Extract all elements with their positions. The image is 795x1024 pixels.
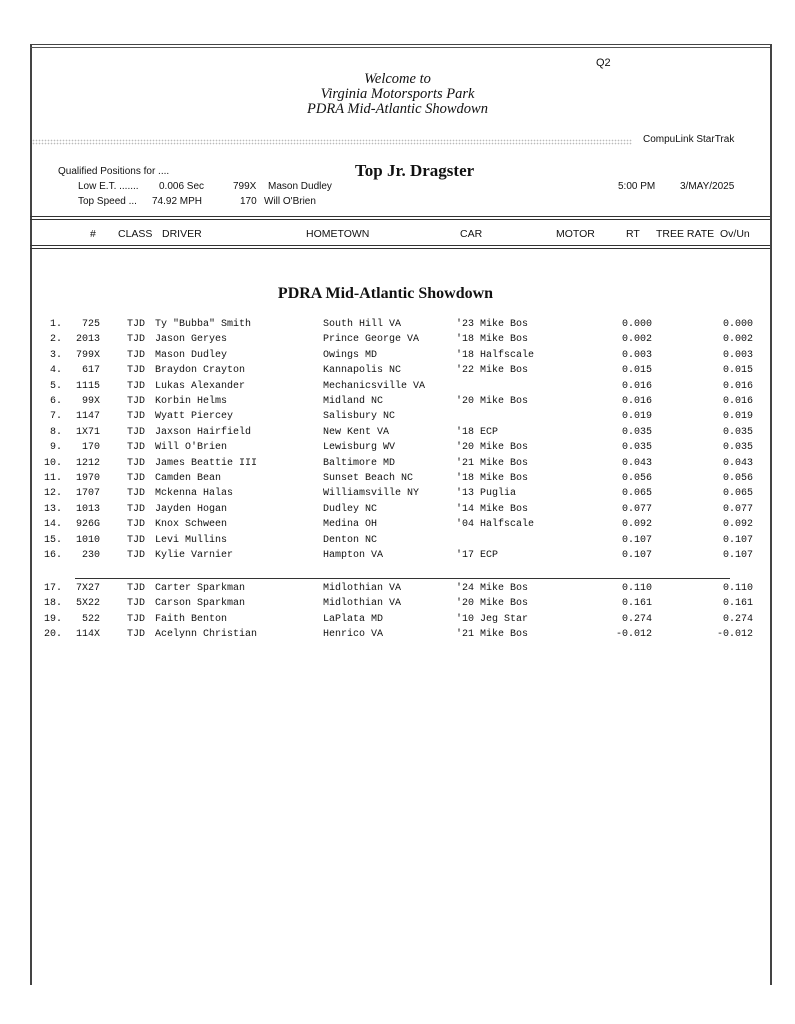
table-row — [0, 629, 795, 644]
report-time: 5:00 PM — [618, 181, 656, 192]
col-ov-un: Ov/Un — [720, 228, 750, 240]
cell-car: '22 Mike Bos — [456, 365, 529, 377]
cell-driver: Mckenna Halas — [155, 488, 234, 500]
cell-reaction-time: 0.016 — [621, 380, 652, 392]
cell-hometown: Hampton VA — [323, 550, 384, 561]
low-et-car: 799X — [233, 181, 257, 192]
cell-reaction-time: 0.019 — [621, 411, 652, 423]
cell-position: 2. — [49, 334, 62, 346]
cell-position: 12. — [43, 488, 62, 500]
cell-car: '17 ECP — [456, 550, 499, 561]
cell-over-under: 0.035 — [722, 442, 753, 454]
cell-driver: Lukas Alexander — [155, 380, 246, 392]
top-speed-label: Top Speed ... — [78, 196, 137, 207]
table-row — [0, 473, 795, 488]
cell-position: 19. — [43, 613, 62, 625]
cell-class: TJD — [127, 598, 146, 610]
cell-driver: Faith Benton — [155, 613, 228, 625]
welcome-line-2: Virginia Motorsports Park — [320, 86, 475, 102]
cell-class: TJD — [127, 426, 146, 438]
cell-over-under: 0.110 — [722, 583, 753, 594]
cell-class: TJD — [127, 319, 146, 330]
cell-class: TJD — [127, 396, 146, 407]
dotted-divider — [32, 139, 632, 145]
cell-reaction-time: 0.035 — [621, 442, 652, 454]
corner-label: Q2 — [596, 57, 611, 69]
cell-position: 17. — [43, 583, 62, 594]
cell-over-under: 0.092 — [722, 519, 753, 531]
table-row — [0, 535, 795, 550]
cell-hometown: New Kent VA — [323, 426, 390, 438]
cell-class: TJD — [127, 365, 146, 377]
cell-class: TJD — [127, 534, 146, 546]
cell-driver: Korbin Helms — [155, 396, 228, 407]
cell-reaction-time: 0.035 — [621, 426, 652, 438]
cell-car-number: 1707 — [75, 488, 100, 500]
table-row — [0, 365, 795, 380]
cell-car: '10 Jeg Star — [456, 613, 529, 625]
low-et-driver: Mason Dudley — [268, 181, 332, 192]
table-row — [0, 350, 795, 365]
cell-reaction-time: 0.107 — [621, 534, 652, 546]
col-rt: RT — [626, 228, 640, 240]
top-speed-value: 74.92 MPH — [152, 196, 203, 207]
cell-car: '20 Mike Bos — [456, 442, 529, 454]
table-row — [0, 442, 795, 457]
cell-hometown: Midlothian VA — [323, 598, 402, 610]
cell-reaction-time: 0.056 — [621, 473, 652, 484]
cell-car-number: 170 — [81, 442, 100, 454]
cell-class: TJD — [127, 519, 146, 531]
low-et-label: Low E.T. ....... — [78, 181, 139, 192]
cell-car-number: 230 — [81, 550, 100, 561]
table-row — [0, 458, 795, 473]
cell-driver: Braydon Crayton — [155, 365, 246, 377]
cell-hometown: Lewisburg WV — [323, 442, 396, 454]
cell-car: '21 Mike Bos — [456, 629, 529, 641]
cell-reaction-time: 0.003 — [621, 349, 652, 361]
header-rule-top-2 — [30, 219, 770, 220]
cell-hometown: LaPlata MD — [323, 613, 384, 625]
cell-driver: Knox Schween — [155, 519, 228, 531]
cell-position: 4. — [49, 365, 62, 377]
cell-car: '18 ECP — [456, 426, 499, 438]
cell-class: TJD — [127, 457, 146, 469]
cell-over-under: 0.019 — [722, 411, 753, 423]
cell-reaction-time: 0.274 — [621, 613, 652, 625]
cell-car: '14 Mike Bos — [456, 503, 529, 515]
cell-car-number: 617 — [81, 365, 100, 377]
cell-hometown: Baltimore MD — [323, 457, 396, 469]
cell-car: '18 Mike Bos — [456, 473, 529, 484]
cell-position: 14. — [43, 519, 62, 531]
cell-driver: Levi Mullins — [155, 534, 228, 546]
cell-reaction-time: 0.043 — [621, 457, 652, 469]
table-row — [0, 319, 795, 334]
cell-position: 13. — [43, 503, 62, 515]
cell-class: TJD — [127, 503, 146, 515]
col-car: CAR — [460, 228, 483, 240]
cell-class: TJD — [127, 583, 146, 594]
cell-car-number: 799X — [75, 349, 100, 361]
cell-reaction-time: 0.065 — [621, 488, 652, 500]
cell-hometown: Owings MD — [323, 349, 378, 361]
cell-position: 8. — [49, 426, 62, 438]
qualifying-cut-line — [75, 578, 730, 579]
cell-position: 15. — [43, 534, 62, 546]
cell-position: 1. — [49, 319, 62, 330]
cell-over-under: 0.065 — [722, 488, 753, 500]
cell-car-number: 1X71 — [75, 426, 100, 438]
table-row — [0, 504, 795, 519]
cell-car-number: 1010 — [75, 534, 100, 546]
table-row — [0, 550, 795, 565]
cell-over-under: 0.016 — [722, 380, 753, 392]
cell-class: TJD — [127, 334, 146, 346]
cell-car-number: 99X — [81, 396, 100, 407]
cell-hometown: Henrico VA — [323, 629, 384, 641]
table-row — [0, 411, 795, 426]
table-row — [0, 334, 795, 349]
sheet-top-rule — [30, 47, 770, 48]
col-num: # — [90, 228, 96, 240]
cell-class: TJD — [127, 380, 146, 392]
cell-car-number: 725 — [81, 319, 100, 330]
cell-driver: Jaxson Hairfield — [155, 426, 252, 438]
cell-over-under: 0.274 — [722, 613, 753, 625]
cell-car-number: 2013 — [75, 334, 100, 346]
cell-over-under: 0.035 — [722, 426, 753, 438]
cell-position: 11. — [43, 473, 62, 484]
cell-driver: Carson Sparkman — [155, 598, 246, 610]
cell-position: 20. — [43, 629, 62, 641]
cell-hometown: Medina OH — [323, 519, 378, 531]
report-date: 3/MAY/2025 — [680, 181, 735, 192]
cell-reaction-time: 0.002 — [621, 334, 652, 346]
cell-car-number: 522 — [81, 613, 100, 625]
cell-driver: Acelynn Christian — [155, 629, 258, 641]
cell-over-under: 0.107 — [722, 534, 753, 546]
cell-car-number: 5X22 — [75, 598, 100, 610]
cell-class: TJD — [127, 442, 146, 454]
cell-car: '18 Halfscale — [456, 349, 535, 361]
table-row — [0, 583, 795, 598]
cell-over-under: 0.107 — [722, 550, 753, 561]
top-speed-driver: Will O'Brien — [264, 196, 316, 207]
cell-hometown: Prince George VA — [323, 334, 420, 346]
cell-position: 18. — [43, 598, 62, 610]
cell-class: TJD — [127, 473, 146, 484]
col-class: CLASS — [118, 228, 153, 240]
table-row — [0, 488, 795, 503]
cell-reaction-time: 0.110 — [621, 583, 652, 594]
cell-hometown: Kannapolis NC — [323, 365, 402, 377]
col-hometown: HOMETOWN — [306, 228, 370, 240]
cell-hometown: Salisbury NC — [323, 411, 396, 423]
cell-car-number: 1212 — [75, 457, 100, 469]
cell-over-under: 0.056 — [722, 473, 753, 484]
cell-position: 7. — [49, 411, 62, 423]
cell-hometown: Denton NC — [323, 534, 378, 546]
col-motor: MOTOR — [556, 228, 595, 240]
cell-reaction-time: 0.000 — [621, 319, 652, 330]
cell-car: '18 Mike Bos — [456, 334, 529, 346]
table-row — [0, 381, 795, 396]
category-title: Top Jr. Dragster — [355, 161, 475, 180]
cell-car: '13 Puglia — [456, 488, 517, 500]
cell-car-number: 1115 — [75, 380, 100, 392]
cell-position: 5. — [49, 380, 62, 392]
cell-hometown: Dudley NC — [323, 503, 378, 515]
cell-driver: Jason Geryes — [155, 334, 228, 346]
top-speed-car: 170 — [240, 196, 257, 207]
table-row — [0, 598, 795, 613]
cell-car: '24 Mike Bos — [456, 583, 529, 594]
cell-class: TJD — [127, 349, 146, 361]
cell-reaction-time: 0.107 — [621, 550, 652, 561]
cell-over-under: 0.043 — [722, 457, 753, 469]
cell-position: 9. — [49, 442, 62, 454]
cell-hometown: South Hill VA — [323, 319, 402, 330]
cell-driver: Will O'Brien — [155, 442, 228, 454]
cell-over-under: 0.002 — [722, 334, 753, 346]
cell-driver: Camden Bean — [155, 473, 222, 484]
cell-reaction-time: 0.015 — [621, 365, 652, 377]
cell-car: '21 Mike Bos — [456, 457, 529, 469]
cell-over-under: 0.161 — [722, 598, 753, 610]
cell-driver: Mason Dudley — [155, 349, 228, 361]
cell-class: TJD — [127, 629, 146, 641]
cell-car-number: 1013 — [75, 503, 100, 515]
header-rule-bottom-2 — [30, 248, 770, 249]
brand-label: CompuLink StarTrak — [643, 134, 735, 145]
cell-reaction-time: 0.161 — [621, 598, 652, 610]
cell-hometown: Williamsville NY — [323, 488, 420, 500]
qualified-label: Qualified Positions for .... — [58, 166, 170, 177]
cell-hometown: Midland NC — [323, 396, 384, 407]
event-title: PDRA Mid-Atlantic Showdown — [277, 285, 494, 302]
cell-class: TJD — [127, 550, 146, 561]
cell-reaction-time: 0.077 — [621, 503, 652, 515]
cell-car-number: 1970 — [75, 473, 100, 484]
cell-over-under: 0.016 — [722, 396, 753, 407]
welcome-line-1: Welcome to — [364, 71, 431, 87]
cell-car: '20 Mike Bos — [456, 598, 529, 610]
cell-car-number: 114X — [75, 629, 100, 641]
cell-over-under: 0.077 — [722, 503, 753, 515]
cell-reaction-time: 0.016 — [621, 396, 652, 407]
cell-position: 3. — [49, 349, 62, 361]
cell-car-number: 1147 — [75, 411, 100, 423]
cell-driver: Ty "Bubba" Smith — [155, 319, 252, 330]
cell-over-under: -0.012 — [716, 629, 753, 641]
cell-position: 16. — [43, 550, 62, 561]
table-row — [0, 519, 795, 534]
cell-car: '20 Mike Bos — [456, 396, 529, 407]
cell-over-under: 0.003 — [722, 349, 753, 361]
cell-car-number: 926G — [75, 519, 100, 531]
cell-hometown: Mechanicsville VA — [323, 380, 426, 392]
welcome-line-3: PDRA Mid-Atlantic Showdown — [307, 101, 488, 117]
cell-car: '23 Mike Bos — [456, 319, 529, 330]
cell-position: 6. — [49, 396, 62, 407]
cell-driver: Kylie Varnier — [155, 550, 234, 561]
cell-over-under: 0.015 — [722, 365, 753, 377]
cell-reaction-time: -0.012 — [615, 629, 652, 641]
col-driver: DRIVER — [162, 228, 202, 240]
cell-driver: Carter Sparkman — [155, 583, 246, 594]
header-rule-bottom — [30, 245, 770, 246]
table-row — [0, 427, 795, 442]
cell-driver: Wyatt Piercey — [155, 411, 234, 423]
cell-reaction-time: 0.092 — [621, 519, 652, 531]
table-row — [0, 396, 795, 411]
low-et-value: 0.006 Sec — [159, 181, 205, 192]
cell-class: TJD — [127, 488, 146, 500]
cell-position: 10. — [43, 457, 62, 469]
cell-car-number: 7X27 — [75, 583, 100, 594]
col-tree-rate: TREE RATE — [656, 228, 715, 240]
cell-driver: James Beattie III — [155, 457, 258, 469]
cell-class: TJD — [127, 411, 146, 423]
cell-hometown: Sunset Beach NC — [323, 473, 414, 484]
cell-hometown: Midlothian VA — [323, 583, 402, 594]
table-row — [0, 614, 795, 629]
cell-class: TJD — [127, 613, 146, 625]
cell-driver: Jayden Hogan — [155, 503, 228, 515]
cell-over-under: 0.000 — [722, 319, 753, 330]
header-rule-top — [30, 216, 770, 217]
cell-car: '04 Halfscale — [456, 519, 535, 531]
